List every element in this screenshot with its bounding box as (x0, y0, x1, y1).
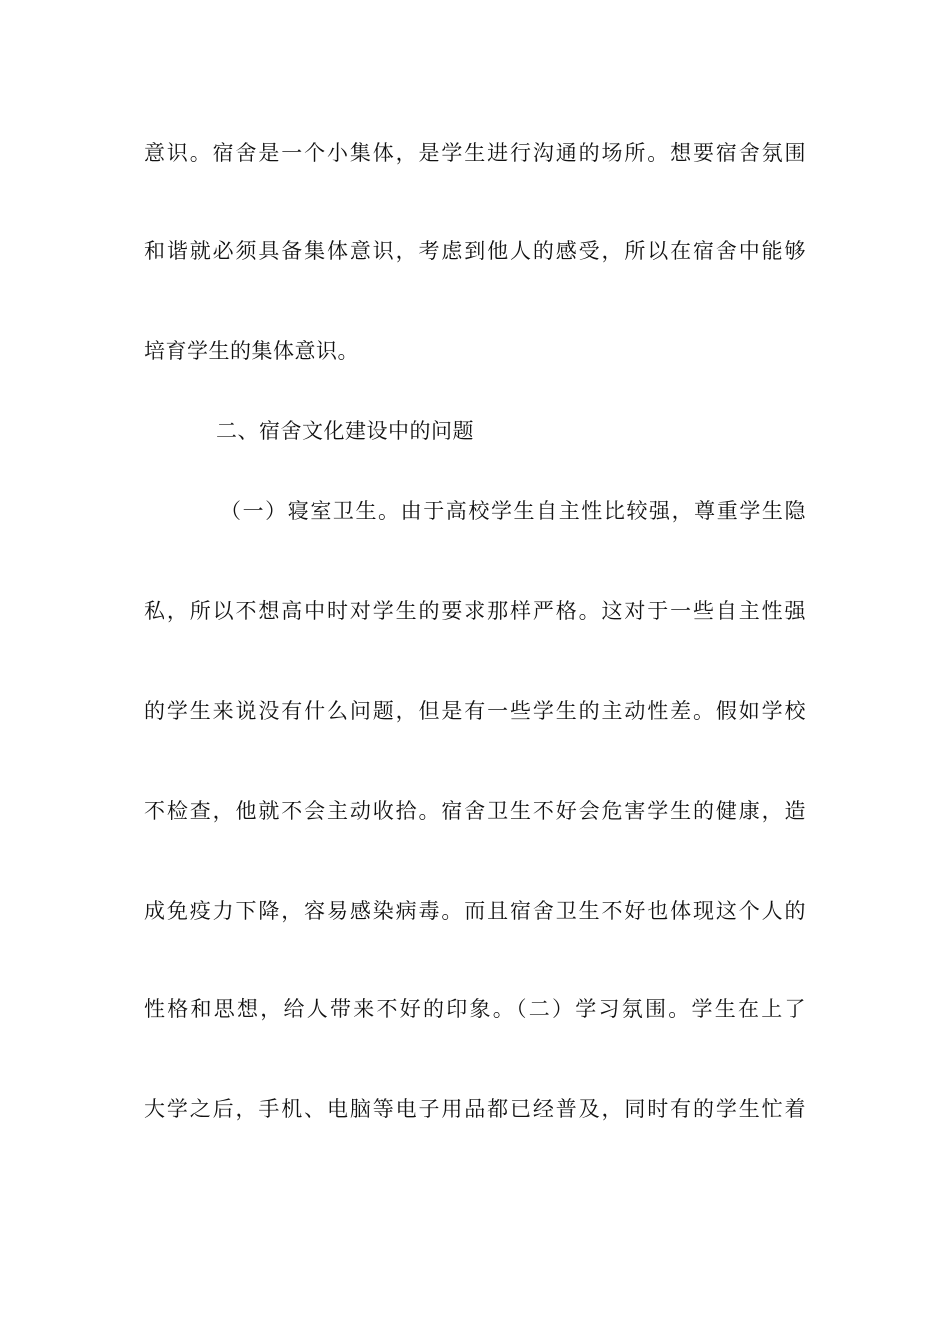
paragraph-line-9: 性格和思想，给人带来不好的印象。（二）学习氛围。学生在上了 (144, 997, 806, 1021)
paragraph-line-7: 不检查，他就不会主动收拾。宿舍卫生不好会危害学生的健康，造 (144, 799, 806, 823)
paragraph-line-4: （一）寝室卫生。由于高校学生自主性比较强，尊重学生隐 (220, 499, 806, 523)
paragraph-line-6: 的学生来说没有什么问题，但是有一些学生的主动性差。假如学校 (144, 699, 806, 723)
section-heading: 二、宿舍文化建设中的问题 (216, 419, 474, 443)
paragraph-line-1: 意识。宿舍是一个小集体，是学生进行沟通的场所。想要宿舍氛围 (144, 141, 806, 165)
paragraph-line-8: 成免疫力下降，容易感染病毒。而且宿舍卫生不好也体现这个人的 (144, 899, 806, 923)
paragraph-line-2: 和谐就必须具备集体意识，考虑到他人的感受，所以在宿舍中能够 (144, 239, 806, 263)
paragraph-line-10: 大学之后，手机、电脑等电子用品都已经普及，同时有的学生忙着 (144, 1097, 806, 1121)
paragraph-line-5: 私，所以不想高中时对学生的要求那样严格。这对于一些自主性强 (144, 599, 806, 623)
paragraph-line-3: 培育学生的集体意识。 (144, 339, 359, 363)
